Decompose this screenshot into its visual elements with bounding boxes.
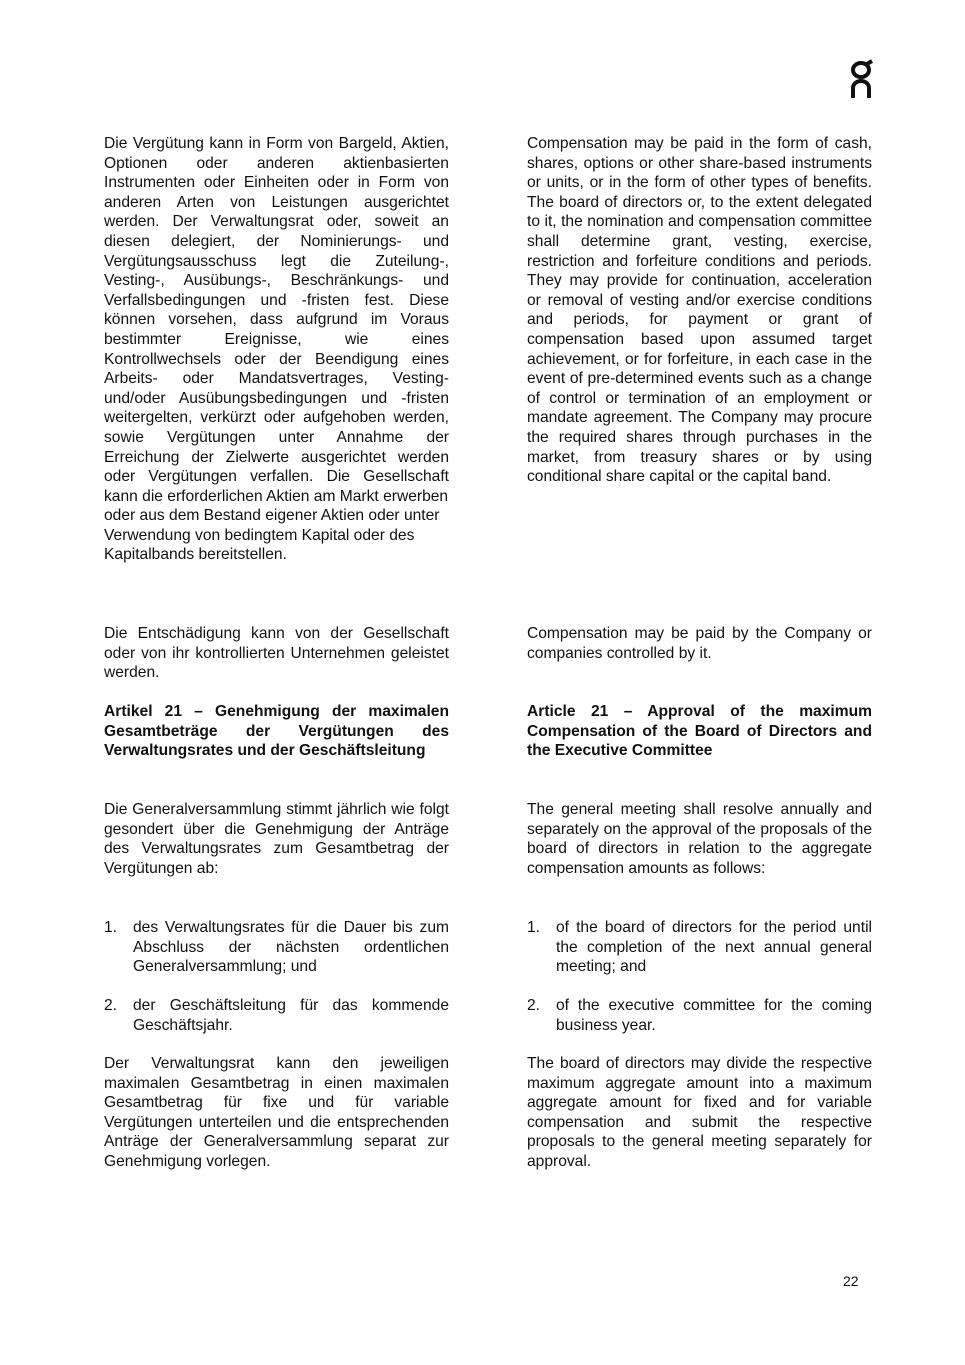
- list-text: of the executive committee for the coming business year.: [556, 997, 872, 1034]
- german-list-item-1: [104, 918, 449, 977]
- list-text: des Verwaltungsrates für die Dauer bis zum Abschluss der nächsten ordentlichen Generalversammlung; und: [133, 919, 449, 976]
- page-number: 22: [843, 1273, 859, 1289]
- german-paragraph-1-continued: oder aus dem Bestand eigener Aktien oder unter Verwendung von bedingtem Kapital oder des Kapitalbands bereitstellen.: [104, 507, 440, 564]
- german-paragraph-3: Die Generalversammlung stimmt jährlich wie folgt gesondert über die Genehmigung der Anträge des Verwaltungsrates zum Gesamtbetrag der Vergütungen ab:: [104, 801, 449, 877]
- english-list-item-2: [527, 996, 872, 1035]
- english-paragraph-2: Compensation may be paid by the Company or companies controlled by it.: [527, 625, 872, 662]
- list-text: of the board of directors for the period until the completion of the next annual general meeting; and: [556, 919, 872, 976]
- list-number: 1.: [104, 919, 118, 936]
- english-list-item-1: [527, 918, 872, 977]
- list-number: 2.: [104, 997, 118, 1014]
- list-text: der Geschäftsleitung für das kommende Geschäftsjahr.: [133, 997, 449, 1034]
- english-paragraph-1: Compensation may be paid in the form of cash, shares, options or other share-based instruments or units, or in the form of other types of benefits. The board of directors or, to the extent delegated to it, the nomination and compensation committee shall determine grant, vesting, exercise, restriction and forfeiture conditions and periods. They may provide for continuation, acceleration or removal of vesting and/or exercise conditions and periods, for payment or grant of compensation based upon assumed target achievement, or for forfeiture, in each case in the event of pre-determined events such as a change of control or termination of an employment or mandate agreement. The Company may procure the required shares through purchases in the market, from treasury shares or by using conditional share capital or the capital band.: [527, 135, 872, 486]
- english-paragraph-3: The general meeting shall resolve annually and separately on the approval of the proposals of the board of directors in relation to the aggregate compensation amounts as follows:: [527, 801, 872, 877]
- german-paragraph-1: Die Vergütung kann in Form von Bargeld, Aktien, Optionen oder anderen aktienbasierten Instrumenten oder Einheiten oder in Form von anderen Arten von Leistungen ausgerichtet werden. Der Verwaltungsrat oder, soweit an diesen delegiert, der Nominierungs- und Vergütungsausschuss legt die Zuteilung-, Vesting-, Ausübungs-, Beschränkungs- und Verfallsbedingungen und -fristen fest. Diese können vorsehen, dass aufgrund im Voraus bestimmter Ereignisse, wie eines Kontrollwechsels oder der Beendigung eines Arbeits- oder Mandatsvertrages, Vesting- und/oder Ausübungsbedingungen und -fristen weitergelten, verkürzt oder aufgehoben werden, sowie Vergütungen unter Annahme der Erreichung der Zielwerte ausgerichtet werden oder Vergütungen verfallen. Die Gesellschaft kann die erforderlichen Aktien am Markt erwerben: [104, 135, 449, 505]
- on-logo: [848, 58, 878, 100]
- english-paragraph-4: The board of directors may divide the respective maximum aggregate amount into a maximum aggregate amount for fixed and for variable compensation and submit the respective proposals to the general meeting separately for approval.: [527, 1055, 872, 1170]
- list-number: 1.: [527, 919, 541, 936]
- german-list-item-2: [104, 996, 449, 1035]
- english-article-heading: Article 21 – Approval of the maximum Compensation of the Board of Directors and the Executive Committee: [527, 703, 872, 760]
- german-article-heading: Artikel 21 – Genehmigung der maximalen Gesamtbeträge der Vergütungen des Verwaltungsrates und der Geschäftsleitung: [104, 703, 449, 760]
- list-number: 2.: [527, 997, 541, 1014]
- german-paragraph-2: Die Entschädigung kann von der Gesellschaft oder von ihr kontrollierten Unternehmen geleistet werden.: [104, 625, 449, 682]
- german-paragraph-4: Der Verwaltungsrat kann den jeweiligen maximalen Gesamtbetrag in einen maximalen Gesamtbetrag für fixe und für variable Vergütungen unterteilen und die entsprechenden Anträge der Generalversammlung separat zur Genehmigung vorlegen.: [104, 1055, 449, 1170]
